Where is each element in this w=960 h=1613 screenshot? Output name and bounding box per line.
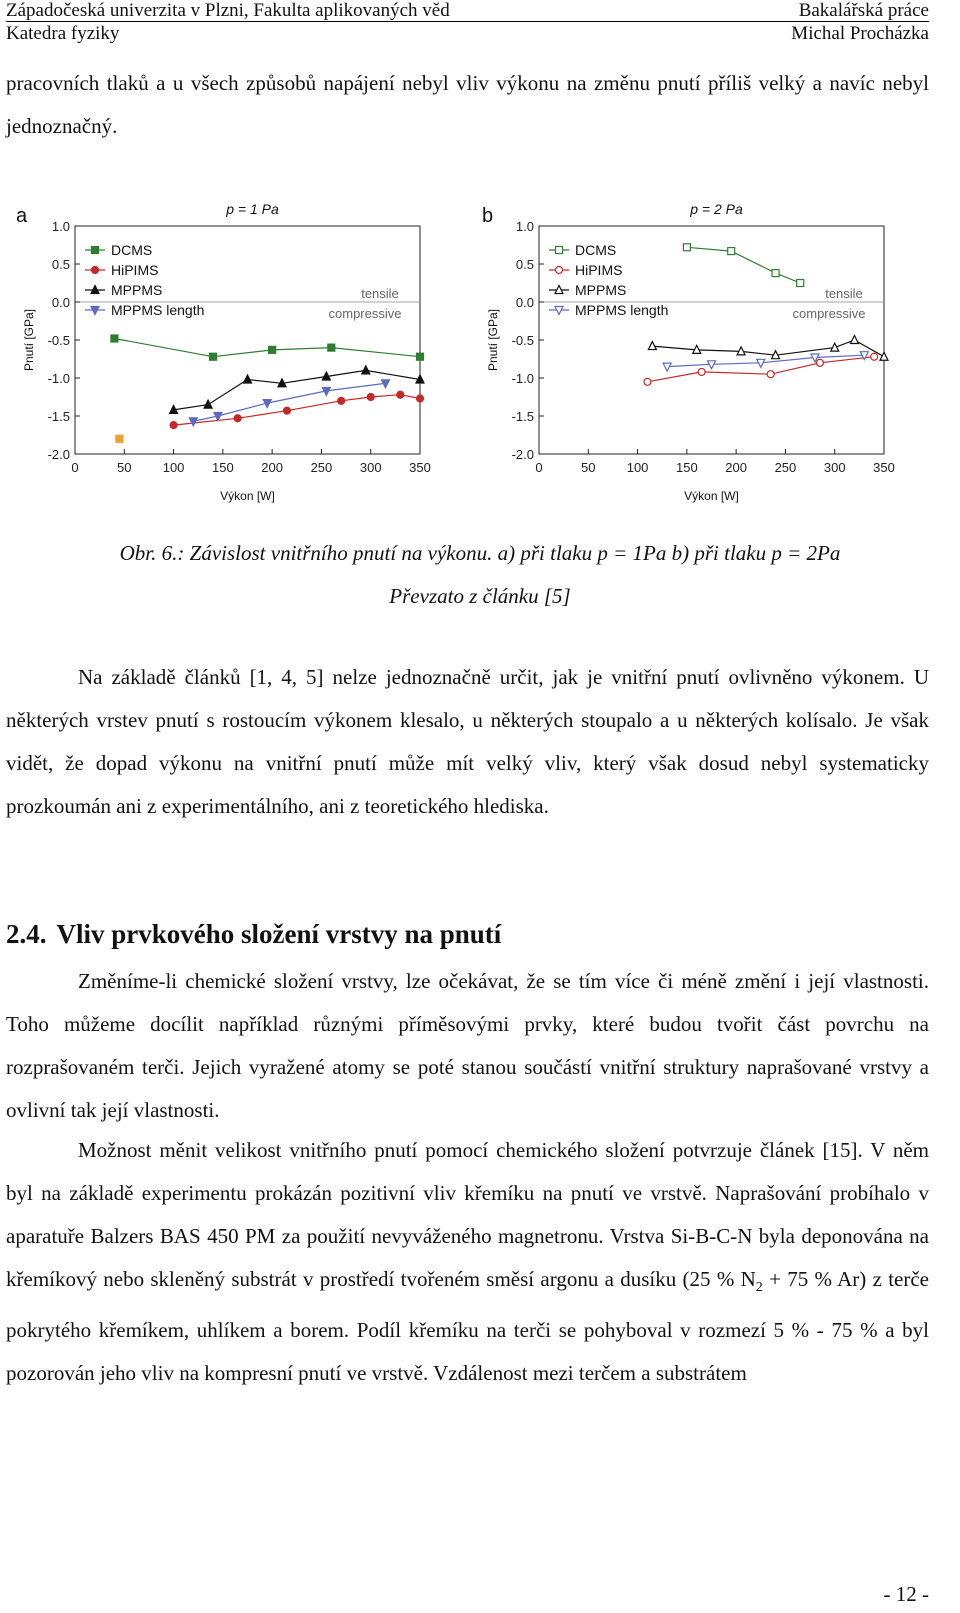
y-tick-label: 1.0 <box>51 219 70 234</box>
data-point <box>116 435 123 442</box>
legend-entry: MPPMS length <box>111 302 205 318</box>
y-tick-label: 0.0 <box>51 295 70 310</box>
paragraph-3 <box>6 1129 929 1395</box>
legend-marker <box>92 247 99 254</box>
data-point <box>269 346 276 353</box>
data-point <box>170 422 177 429</box>
data-point <box>417 395 424 402</box>
x-axis-label: Výkon [W] <box>684 489 739 503</box>
legend-marker <box>556 247 563 254</box>
data-point <box>663 363 671 371</box>
data-point <box>338 397 345 404</box>
data-point <box>111 335 118 342</box>
paragraph-1 <box>6 656 929 828</box>
series-line <box>174 395 420 425</box>
legend-marker <box>92 267 99 274</box>
data-point <box>772 270 779 277</box>
data-point <box>328 344 335 351</box>
y-tick-label: -2.0 <box>47 447 70 462</box>
y-axis-label: Pnutí [GPa] <box>22 308 36 372</box>
plot-frame <box>75 226 420 454</box>
series-line <box>687 247 800 283</box>
data-point <box>850 336 858 344</box>
x-tick-label: 100 <box>626 460 649 475</box>
x-tick-label: 350 <box>873 460 895 475</box>
y-axis-label: Pnutí [GPa] <box>486 308 500 372</box>
series-line <box>114 339 420 357</box>
legend-entry: MPPMS <box>575 282 627 298</box>
data-point <box>648 342 656 350</box>
page-number: - 12 - <box>883 1582 929 1606</box>
data-point <box>417 353 424 360</box>
y-tick-label: -0.5 <box>511 333 534 348</box>
data-point <box>234 415 241 422</box>
x-axis-label: Výkon [W] <box>220 489 275 503</box>
y-tick-label: -2.0 <box>511 447 534 462</box>
figure-caption: Obr. 6.: Závislost vnitřního pnutí na výkonu. a) při tlaku p = 1Pa b) při tlaku p = 2Pa <box>119 541 841 565</box>
series-dcms <box>111 335 424 360</box>
annotation-tensile: tensile <box>825 286 863 301</box>
x-tick-label: 300 <box>823 460 846 475</box>
header-department: Katedra fyziky <box>6 23 120 44</box>
legend-marker <box>556 267 563 274</box>
y-tick-label: 0.5 <box>515 257 534 272</box>
data-point <box>767 371 774 378</box>
series-line <box>193 383 385 421</box>
paragraph-3-text <box>6 1129 929 1395</box>
figure-stress-vs-power <box>0 190 960 520</box>
plot-frame <box>539 226 884 454</box>
legend-entry: DCMS <box>111 242 153 258</box>
y-tick-label: -1.5 <box>47 409 70 424</box>
section-heading <box>6 914 511 954</box>
data-point <box>283 407 290 414</box>
data-point <box>683 244 690 251</box>
data-point <box>362 366 370 374</box>
x-tick-label: 50 <box>117 460 132 475</box>
data-point <box>204 400 212 408</box>
annotation-compressive: compressive <box>328 306 402 321</box>
annotation-tensile: tensile <box>361 286 399 301</box>
legend-entry: DCMS <box>575 242 617 258</box>
data-point <box>189 418 197 426</box>
series-mppms <box>170 366 424 414</box>
x-tick-label: 50 <box>581 460 596 475</box>
header-author: Michal Procházka <box>791 23 929 44</box>
legend-entry: MPPMS <box>111 282 163 298</box>
paragraph-2 <box>6 960 929 1132</box>
series-mppms-length <box>189 380 389 426</box>
legend-entry: MPPMS length <box>575 302 669 318</box>
panel-label: a <box>16 205 28 227</box>
chart-panel-a <box>16 201 431 503</box>
figure-source: Převzato z článku [5] <box>389 584 571 608</box>
x-tick-label: 0 <box>535 460 543 475</box>
data-point <box>244 375 252 383</box>
x-tick-label: 250 <box>310 460 333 475</box>
chart-title: p = 1 Pa <box>226 201 279 217</box>
x-tick-label: 200 <box>725 460 747 475</box>
paragraph-1-text: Na základě článků [1, 4, 5] nelze jednoznačně určit, jak je vnitřní pnutí ovlivněno výkonem. U některých vrstev pnutí s rostoucím výkonem klesalo, u některých stoupalo a u některých kolísalo. Je však vidět, že dopad výkonu na vnitřní pnutí může mít velký vliv, který však dosud nebyl systematicky prozkoumán ani z experimentálního, ani z teoretického hlediska. <box>6 665 929 818</box>
x-tick-label: 0 <box>71 460 79 475</box>
y-tick-label: 0.0 <box>515 295 534 310</box>
header-thesis-type: Bakalářská práce <box>798 0 929 21</box>
paragraph-top-text: pracovních tlaků a u všech způsobů napájení nebyl vliv výkonu na změnu pnutí příliš velký a navíc nebyl jednoznačný. <box>6 71 929 138</box>
series-extra <box>116 435 123 442</box>
nitrogen-subscript: 2 <box>755 1280 763 1296</box>
y-tick-label: 0.5 <box>51 257 70 272</box>
x-tick-label: 250 <box>774 460 797 475</box>
header-divider <box>6 21 929 22</box>
y-tick-label: 1.0 <box>515 219 534 234</box>
series-dcms <box>683 244 803 287</box>
chart-panel-b <box>482 201 895 503</box>
x-tick-label: 150 <box>212 460 234 475</box>
x-tick-label: 150 <box>676 460 698 475</box>
section-title: Vliv prvkového složení vrstvy na pnutí <box>56 919 502 949</box>
x-tick-label: 300 <box>359 460 382 475</box>
y-tick-label: -1.5 <box>511 409 534 424</box>
data-point <box>871 353 878 360</box>
paragraph-2-text: Změníme-li chemické složení vrstvy, lze očekávat, že se tím více či méně změní i její vlastnosti. Toho můžeme docílit například různými příměsovými prvky, které budou tvořit část povrchu na rozprašovaném terči. Jejich vyražené atomy se poté stanou součástí vnitřní struktury naprašované vrstvy a ovlivní tak její vlastnosti. <box>6 969 929 1122</box>
annotation-compressive: compressive <box>792 306 866 321</box>
y-tick-label: -1.0 <box>511 371 534 386</box>
paragraph-top <box>6 62 929 148</box>
y-tick-label: -1.0 <box>47 371 70 386</box>
series-hipims <box>644 353 878 385</box>
data-point <box>644 378 651 385</box>
data-point <box>797 280 804 287</box>
x-tick-label: 100 <box>162 460 185 475</box>
paragraph-3-part-a: Možnost měnit velikost vnitřního pnutí pomocí chemického složení potvrzuje článek [15]. V něm byl na základě experimentu prokázán pozitivní vliv křemíku na pnutí ve vrstvě. Naprašování probíhalo v aparatuře Balzers BAS 450 PM za použití nevyváženého magnetronu. Vrstva Si-B-C-N byla deponována na křemíkový nebo skleněný substrát v prostředí tvořeném směsí argonu a dusíku (25 % N <box>6 1138 929 1291</box>
paragraph-3-part-b: + 75 % Ar) z terče pokrytého křemíkem, uhlíkem a borem. Podíl křemíku na terči se pohyboval v rozmezí 5 % - 75 % a byl pozorován jeho vliv na kompresní pnutí ve vrstvě. Vzdálenost mezi terčem a substrátem <box>6 1267 929 1386</box>
panel-label: b <box>482 205 494 227</box>
data-point <box>728 248 735 255</box>
data-point <box>816 359 823 366</box>
chart-title: p = 2 Pa <box>690 201 743 217</box>
series-mppms <box>648 336 888 361</box>
legend-entry: HiPIMS <box>575 262 623 278</box>
data-point <box>210 353 217 360</box>
header-university: Západočeská univerzita v Plzni, Fakulta aplikovaných věd <box>6 0 450 21</box>
y-tick-label: -0.5 <box>47 333 70 348</box>
section-number: 2.4. <box>6 919 47 949</box>
data-point <box>880 352 888 360</box>
x-tick-label: 350 <box>409 460 431 475</box>
data-point <box>698 368 705 375</box>
legend-entry: HiPIMS <box>111 262 159 278</box>
data-point <box>397 391 404 398</box>
data-point <box>367 394 374 401</box>
x-tick-label: 200 <box>261 460 283 475</box>
series-line <box>652 340 884 357</box>
